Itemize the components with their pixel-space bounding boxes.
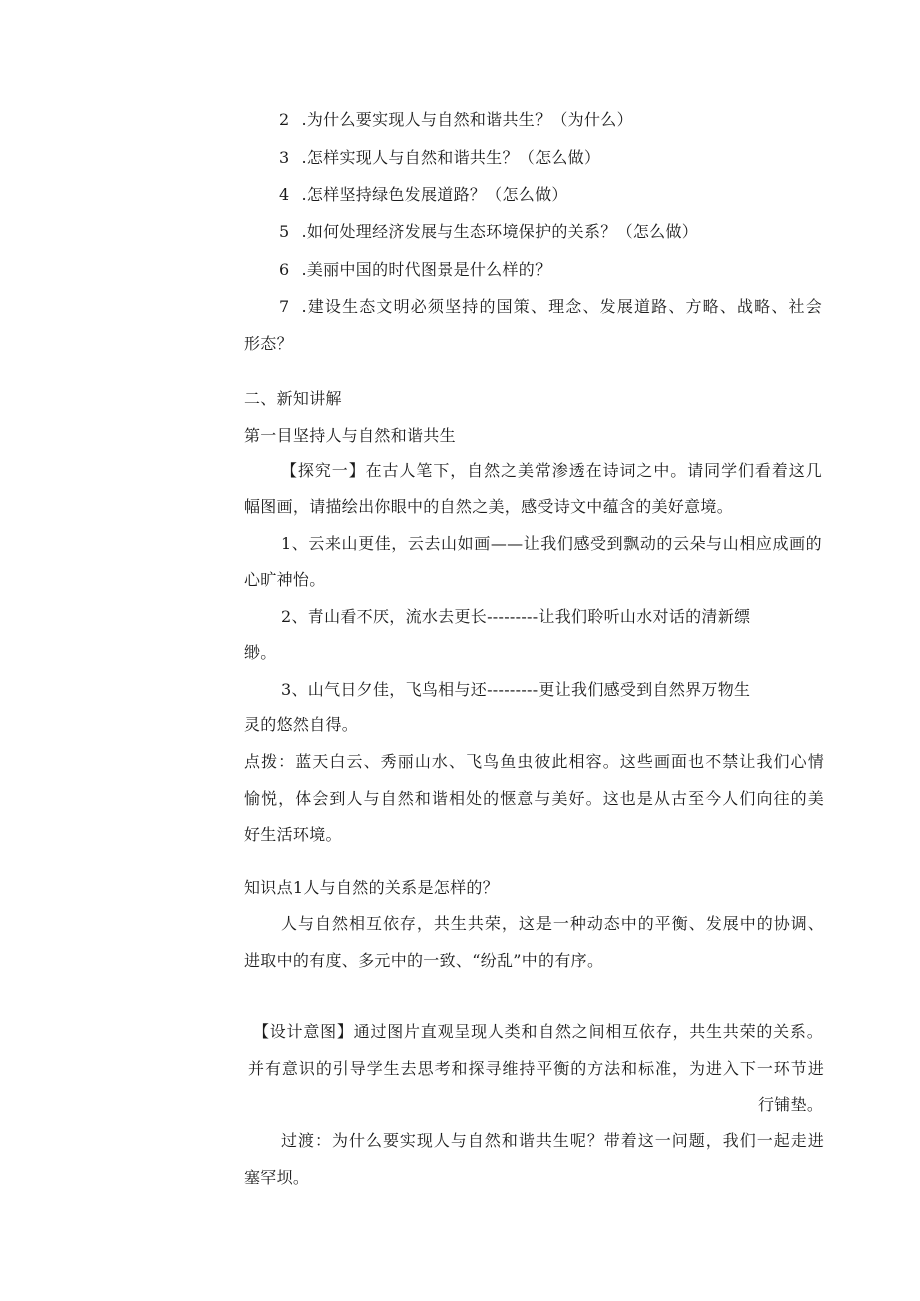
tip-paragraph-line: 愉悦，体会到人与自然和谐相处的惬意与美好。这也是从古至今人们向往的美 <box>244 789 824 808</box>
poem-line: 灵的悠然自得。 <box>244 715 359 734</box>
section-heading: 二、新知讲解 <box>244 389 342 408</box>
poem-line: 3、山气日夕佳，飞鸟相与还---------更让我们感受到自然界万物生 <box>281 680 751 699</box>
question-item: 2 .为什么要实现人与自然和谐共生？（为什么） <box>279 110 633 129</box>
poem-line: 心旷神怡。 <box>244 570 326 589</box>
design-intent-line: 行铺垫。 <box>758 1095 824 1114</box>
transition-line: 塞罕坝。 <box>244 1168 310 1187</box>
tip-paragraph-line: 好生活环境。 <box>244 825 342 844</box>
design-intent-line: 【设计意图】通过图片直观呈现人类和自然之间相互依存，共生共荣的关系。 <box>253 1022 823 1041</box>
subheading: 第一目坚持人与自然和谐共生 <box>244 426 456 445</box>
poem-line: 缈。 <box>244 643 277 662</box>
transition-line: 过渡：为什么要实现人与自然和谐共生呢？带着这一问题，我们一起走进 <box>281 1131 824 1150</box>
knowledge-paragraph-line: 人与自然相互依存，共生共荣，这是一种动态中的平衡、发展中的协调、 <box>281 914 824 933</box>
question-item: 3 .怎样实现人与自然和谐共生？（怎么做） <box>279 148 601 167</box>
design-intent-line: 并有意识的引导学生去思考和探寻维持平衡的方法和标准，为进入下一环节进 <box>248 1059 824 1078</box>
explore-paragraph-line: 【探究一】在古人笔下，自然之美常渗透在诗词之中。请同学们看着这几 <box>281 461 822 480</box>
knowledge-paragraph-line: 进取中的有度、多元中的一致、“纷乱”中的有序。 <box>244 951 604 970</box>
question-item: 7 .建设生态文明必须坚持的国策、理念、发展道路、方略、战略、社会 <box>279 297 822 316</box>
tip-paragraph-line: 点拨：蓝天白云、秀丽山水、飞鸟鱼虫彼此相容。这些画面也不禁让我们心情 <box>244 752 824 771</box>
question-item: 4 .怎样坚持绿色发展道路？（怎么做） <box>279 185 568 204</box>
question-item: 6 .美丽中国的时代图景是什么样的？ <box>279 260 552 279</box>
question-item: 5 .如何处理经济发展与生态环境保护的关系？（怎么做） <box>279 222 699 241</box>
knowledge-heading: 知识点1人与自然的关系是怎样的？ <box>244 878 499 897</box>
question-continuation: 形态？ <box>244 334 293 353</box>
explore-paragraph-line: 幅图画，请描绘出你眼中的自然之美，感受诗文中蕴含的美好意境。 <box>244 497 734 516</box>
poem-line: 1、云来山更佳，云去山如画——让我们感受到飘动的云朵与山相应成画的 <box>281 534 822 553</box>
poem-line: 2、青山看不厌，流水去更长---------让我们聆听山水对话的清新缥 <box>281 607 751 626</box>
